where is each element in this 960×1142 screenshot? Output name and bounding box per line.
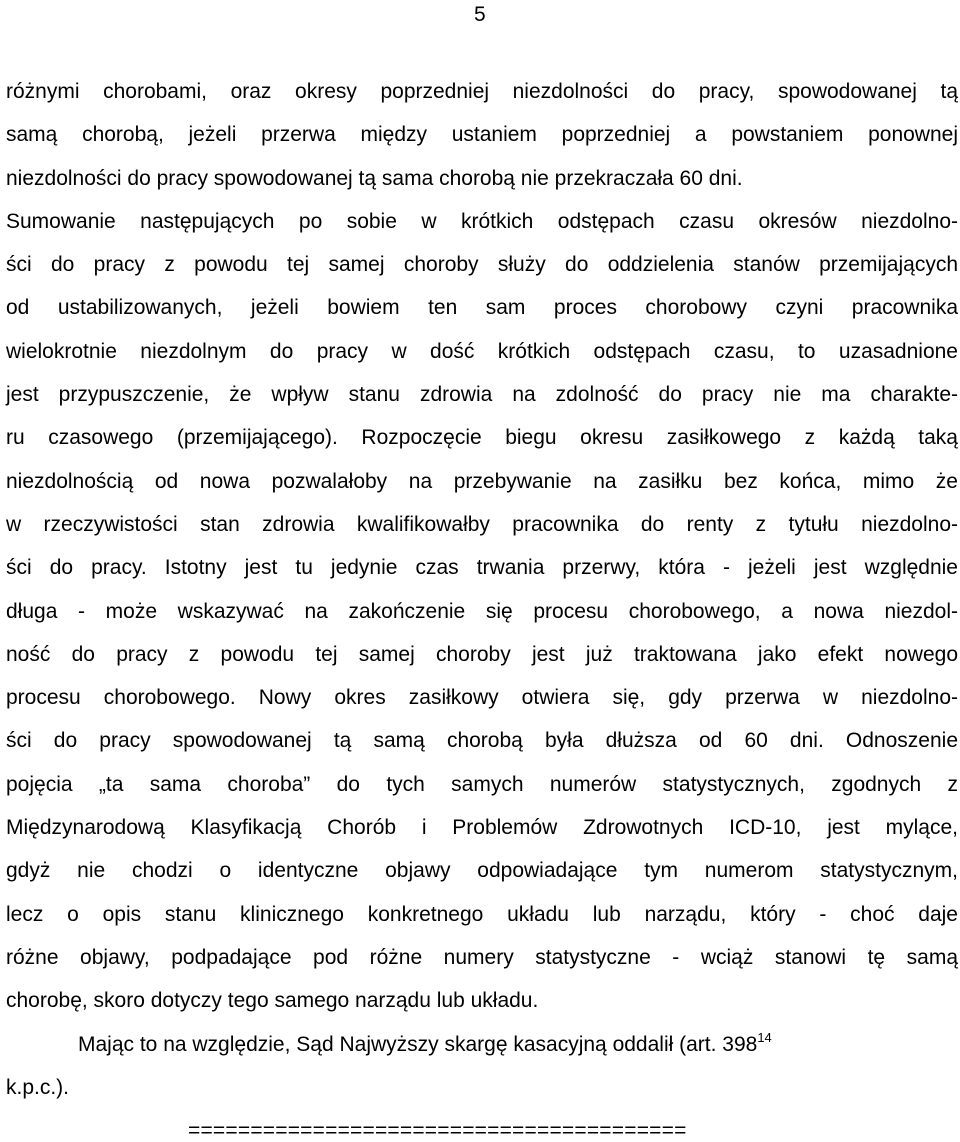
closing-continuation: k.p.c.).	[6, 1075, 70, 1099]
body-text	[6, 70, 958, 1109]
page-number: 5	[474, 3, 486, 26]
text-line: ność do pracy z powodu tej samej choroby jest już traktowana jako efekt nowego	[6, 642, 958, 666]
text-line: Sumowanie następujących po sobie w krótkich odstępach czasu okresów niezdolno-	[6, 209, 958, 233]
text-line: wielokrotnie niezdolnym do pracy w dość krótkich odstępach czasu, to uzasadnione	[6, 339, 958, 363]
text-line: w rzeczywistości stan zdrowia kwalifikowałby pracownika do renty z tytułu niezdolno-	[6, 512, 958, 536]
article-superscript: 14	[757, 1029, 772, 1045]
text-line: pojęcia „ta sama choroba” do tych samych numerów statystycznych, zgodnych z	[6, 772, 958, 796]
text-line: samą chorobą, jeżeli przerwa między ustaniem poprzedniej a powstaniem ponownej	[6, 123, 958, 147]
text-line: niezdolności do pracy spowodowanej tą sama chorobą nie przekraczała 60 dni.	[6, 166, 743, 190]
text-line: różne objawy, podpadające pod różne numery statystyczne - wciąż stanowi tę samą	[6, 945, 958, 969]
text-line: jest przypuszczenie, że wpływ stanu zdrowia na zdolność do pracy nie ma charakte-	[6, 383, 958, 407]
text-line: chorobę, skoro dotyczy tego samego narządu lub układu.	[6, 989, 539, 1013]
text-line: lecz o opis stanu klinicznego konkretnego układu lub narządu, który - choć daje	[6, 902, 958, 926]
text-line: Międzynarodową Klasyfikacją Chorób i Problemów Zdrowotnych ICD-10, jest mylące,	[6, 816, 958, 840]
text-line: ści do pracy spowodowanej tą samą chorobą była dłuższa od 60 dni. Odnoszenie	[6, 729, 958, 753]
text-line: ści do pracy z powodu tej samej choroby służy do oddzielenia stanów przemijających	[6, 253, 958, 277]
closing-line	[6, 1023, 958, 1066]
text-line: od ustabilizowanych, jeżeli bowiem ten sam proces chorobowy czyni pracownika	[6, 296, 958, 320]
text-line: procesu chorobowego. Nowy okres zasiłkowy otwiera się, gdy przerwa w niezdolno-	[6, 686, 958, 710]
text-line: różnymi chorobami, oraz okresy poprzedniej niezdolności do pracy, spowodowanej tą	[6, 80, 958, 103]
text-line: gdyż nie chodzi o identyczne objawy odpowiadające tym numerom statystycznym,	[6, 859, 958, 883]
text-line: ści do pracy. Istotny jest tu jedynie czas trwania przerwy, która - jeżeli jest względnie	[6, 556, 958, 580]
text-line: niezdolnością od nowa pozwalałoby na przebywanie na zasiłku bez końca, mimo że	[6, 469, 958, 493]
separator-rule: ========================================	[188, 1119, 687, 1142]
text-line: ru czasowego (przemijającego). Rozpoczęcie biegu okresu zasiłkowego z każdą taką	[6, 426, 958, 450]
closing-text: Mając to na względzie, Sąd Najwyższy skargę kasacyjną oddalił (art. 398	[78, 1032, 758, 1056]
text-line: długa - może wskazywać na zakończenie się procesu chorobowego, a nowa niezdol-	[6, 599, 958, 623]
